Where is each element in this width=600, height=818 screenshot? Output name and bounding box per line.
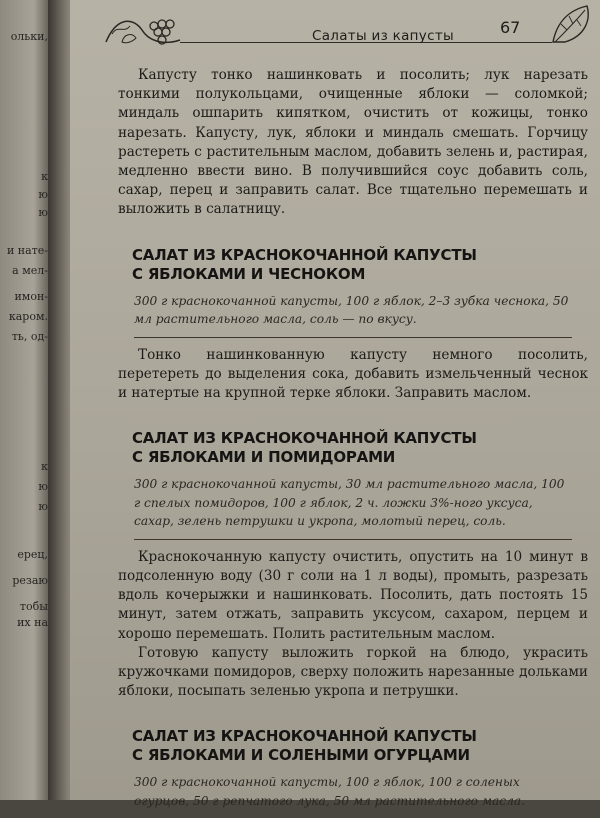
recipe-ingredients: 300 г краснокочанной капусты, 30 мл растительного масла, 100 г спелых помидоров, 100 г яблок, 2 ч. ложки 3%-ного уксуса, сахар, зелень петрушки и укропа, молотый перец, соль. [134, 477, 565, 529]
left-page-text-fragment: ю [38, 206, 48, 219]
recipe-title-line: С ЯБЛОКАМИ И ПОМИДОРАМИ [132, 448, 396, 467]
left-page-text-fragment: каром. [8, 310, 48, 323]
recipe-title-line: САЛАТ ИЗ КРАСНОКОЧАННОЙ КАПУСТЫ [132, 727, 477, 746]
left-page-text-fragment: ю [38, 500, 48, 513]
recipe-section [118, 727, 588, 810]
ingredients-divider [134, 539, 572, 540]
recipe-title [132, 246, 588, 284]
recipe-step: Готовую капусту выложить горкой на блюдо, украсить кружочками помидоров, сверху положить нарезанные дольками яблоки, посыпать зеленью укропа и петрушки. [118, 644, 588, 700]
running-header-title: Салаты из капусты [312, 28, 454, 44]
recipe-section [118, 429, 588, 701]
page-header [102, 14, 592, 54]
ingredients-divider [134, 337, 572, 338]
recipe-section [118, 246, 588, 404]
left-page-text-fragment: ть, од- [11, 330, 48, 343]
recipe-title-line: С ЯБЛОКАМИ И ЧЕСНОКОМ [132, 264, 366, 283]
left-page-text-fragment: ю [38, 480, 48, 493]
page-content [118, 66, 588, 818]
recipe-title [132, 429, 588, 467]
recipe-step: Тонко нашинкованную капусту немного посолить, перетереть до выделения сока, добавить измельченный чеснок и натертые на крупной терке яблоки. Заправить маслом. [118, 346, 588, 402]
left-page-text-fragment: имон- [14, 290, 48, 303]
left-page-text-fragment: резаю [12, 574, 48, 587]
recipe-title-line: САЛАТ ИЗ КРАСНОКОЧАННОЙ КАПУСТЫ [132, 245, 477, 264]
left-page-text-fragment: и нате- [6, 244, 48, 257]
recipe-title-line: САЛАТ ИЗ КРАСНОКОЧАННОЙ КАПУСТЫ [132, 429, 477, 448]
left-page-text-fragment: а мел- [12, 264, 48, 277]
left-page-edge [0, 0, 48, 800]
left-page-text-fragment: ю [38, 188, 48, 201]
recipe-ingredients: 300 г краснокочанной капусты, 100 г яблок, 2–3 зубка чеснока, 50 мл растительного масла, соль — по вкусу. [134, 293, 569, 327]
left-page-text-fragment: к [41, 460, 48, 473]
recipe-title-line: С ЯБЛОКАМИ И СОЛЕНЫМИ ОГУРЦАМИ [132, 746, 470, 765]
page-number: 67 [500, 18, 521, 37]
intro-paragraph: Капусту тонко нашинковать и посолить; лук нарезать тонкими полукольцами, очищенные яблоки — соломкой; миндаль ошпарить кипятком, очистить от кожицы, тонко нарезать. Капусту, лук, яблоки и миндаль смешать. Горчицу растереть с растительным маслом, добавить зелень и, растирая, медленно ввести вино. В получившийся соус добавить соль, сахар, перец и заправить салат. Все тщательно перемешать и выложить в салатницу. [118, 67, 588, 218]
left-page-text-fragment: ольки, [10, 30, 48, 43]
recipe-title [132, 727, 588, 765]
book-page [70, 0, 600, 808]
leaf-ornament-icon [547, 2, 597, 50]
left-page-text-fragment: их на [17, 616, 48, 629]
left-page-text-fragment: к [41, 170, 48, 183]
recipe-ingredients: 300 г краснокочанной капусты, 100 г яблок, 100 г соленых огурцов, 50 г репчатого лука, 50 мл растительного масла. [134, 775, 525, 808]
left-page-text-fragment: ерец, [17, 548, 48, 561]
grape-vine-icon [102, 12, 192, 52]
left-page-text-fragment: тобы [19, 600, 48, 613]
recipe-step: Краснокочанную капусту очистить, опустить на 10 минут в подсоленную воду (30 г соли на 1 л воды), промыть, разрезать вдоль кочерыжки и нашинковать. Посолить, дать постоять 15 минут, затем отжать, заправить уксусом, сахаром, перцем и хорошо перемешать. Полить растительным маслом. [118, 548, 588, 642]
